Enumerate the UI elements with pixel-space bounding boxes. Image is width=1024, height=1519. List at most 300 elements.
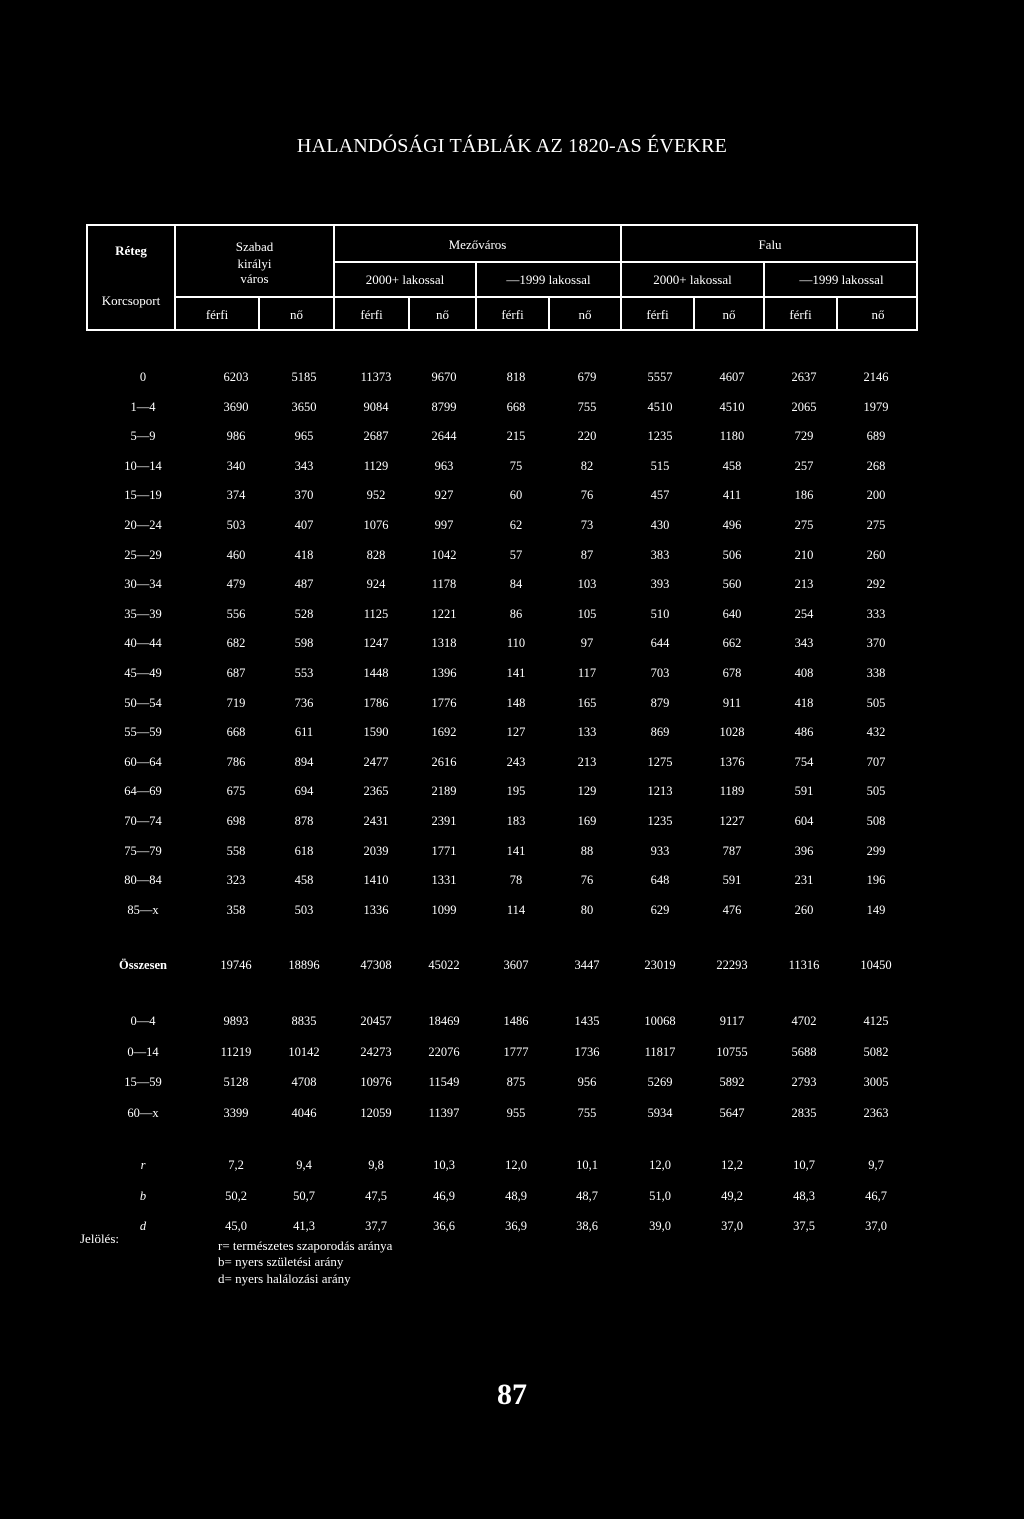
table-cell: 149 (866, 902, 886, 917)
table-row (0, 1158, 1024, 1178)
table-cell: 4510 (719, 399, 745, 414)
table-cell: 1435 (574, 1014, 600, 1028)
table-cell: 48,7 (576, 1188, 598, 1203)
table-cell: 343 (294, 458, 314, 473)
table-cell: 8835 (291, 1014, 317, 1028)
table-cell: 87 (580, 547, 594, 562)
table-cell: 755 (577, 1105, 597, 1120)
table-cell: 9,8 (368, 1158, 384, 1172)
table-cell: 1178 (431, 577, 457, 592)
table-cell: 2477 (363, 754, 389, 769)
table-cell: 76 (580, 873, 594, 888)
page-number: 87 (497, 1378, 527, 1411)
table-cell: 46,9 (433, 1188, 455, 1203)
table-cell: 1235 (647, 429, 673, 444)
table-cell: 5269 (647, 1075, 673, 1089)
table-cell: 105 (577, 606, 597, 621)
table-cell: 875 (506, 1075, 526, 1089)
table-cell: 5557 (647, 370, 673, 384)
table-cell: 1275 (647, 754, 673, 769)
table-cell: 11219 (220, 1044, 252, 1059)
table-cell: 396 (794, 843, 814, 858)
table-row (0, 1189, 1024, 1209)
table-cell: 668 (506, 399, 526, 414)
row-label: 64—69 (124, 784, 162, 799)
table-cell: 117 (577, 666, 597, 680)
table-cell: 952 (366, 488, 386, 503)
header-sex-1: férfi (205, 307, 229, 322)
table-cell: 10,3 (433, 1158, 455, 1172)
table-cell: 73 (580, 518, 594, 532)
table-cell: 1771 (431, 843, 457, 858)
table-cell: 4510 (647, 399, 673, 414)
table-cell: 6203 (223, 370, 249, 384)
header-sex-9: férfi (789, 307, 812, 322)
table-cell: 103 (577, 577, 597, 592)
table-cell: 11316 (788, 958, 820, 972)
table-cell: 231 (794, 873, 814, 888)
table-cell: 45,0 (225, 1219, 247, 1233)
table-cell: 9,4 (296, 1158, 312, 1172)
page-title: HALANDÓSÁGI TÁBLÁK AZ 1820-AS ÉVEKRE (296, 135, 728, 157)
table-row (0, 1014, 1024, 1034)
row-label: 1—4 (130, 399, 156, 414)
table-cell: 2391 (431, 814, 457, 828)
table-cell: 1331 (431, 873, 457, 888)
table-cell: 323 (226, 873, 246, 888)
table-row (0, 459, 1024, 479)
table-cell: 508 (866, 814, 886, 828)
table-row (0, 903, 1024, 923)
table-cell: 9,7 (868, 1158, 884, 1172)
table-cell: 719 (226, 695, 246, 710)
table-cell: 1099 (431, 902, 457, 917)
table-cell: 169 (577, 814, 597, 828)
table-cell: 1777 (503, 1044, 529, 1059)
table-cell: 260 (794, 902, 814, 917)
row-label: 45—49 (124, 666, 162, 680)
table-cell: 591 (794, 784, 814, 799)
table-cell: 4046 (291, 1105, 317, 1120)
table-cell: 12,0 (505, 1158, 527, 1172)
table-cell: 997 (434, 518, 454, 532)
table-cell: 528 (294, 606, 314, 621)
table-cell: 503 (226, 518, 246, 532)
table-cell: 127 (506, 725, 526, 740)
table-cell: 47308 (360, 958, 392, 972)
row-label: 5—9 (130, 429, 156, 444)
table-cell: 591 (722, 873, 742, 888)
table-cell: 7,2 (228, 1158, 244, 1172)
table-cell: 48,9 (505, 1188, 527, 1203)
table-cell: 430 (650, 518, 670, 532)
table-cell: 268 (866, 458, 886, 473)
row-label: 30—34 (124, 577, 162, 592)
table-cell: 1227 (719, 814, 745, 828)
table-cell: 8799 (431, 399, 457, 414)
table-cell: 510 (650, 606, 670, 621)
table-cell: 432 (866, 725, 886, 740)
table-cell: 503 (294, 902, 314, 917)
table-cell: 45022 (428, 958, 460, 972)
table-cell: 560 (722, 577, 742, 592)
table-cell: 76 (580, 488, 594, 503)
table-cell: 358 (226, 902, 246, 917)
table-cell: 479 (226, 577, 246, 592)
header-sex-4: nő (436, 307, 449, 322)
table-cell: 965 (294, 429, 314, 444)
table-cell: 487 (294, 577, 314, 592)
table-cell: 12059 (360, 1105, 392, 1120)
table-cell: 1042 (431, 547, 457, 562)
table-cell: 675 (226, 784, 246, 799)
header-group-2: —1999 lakossal (506, 272, 591, 287)
table-row (0, 958, 1024, 978)
table-cell: 10142 (288, 1044, 320, 1059)
table-cell: 210 (794, 547, 814, 562)
table-cell: 703 (650, 666, 670, 680)
table-cell: 50,7 (293, 1188, 315, 1203)
table-row (0, 844, 1024, 864)
legend-b: b= nyers születési arány (218, 1254, 344, 1269)
table-cell: 963 (434, 458, 454, 473)
table-cell: 5688 (791, 1044, 817, 1059)
table-cell: 4708 (291, 1075, 317, 1089)
table-cell: 213 (794, 577, 814, 592)
table-cell: 640 (722, 606, 742, 621)
table-cell: 9670 (431, 370, 457, 384)
table-cell: 3447 (574, 958, 600, 972)
table-cell: 1318 (431, 636, 457, 651)
table-cell: 618 (294, 843, 314, 858)
header-szabad-2: királyi (237, 256, 272, 271)
table-cell: 60 (509, 488, 523, 503)
table-cell: 407 (294, 518, 314, 532)
table-cell: 20457 (360, 1014, 392, 1028)
table-cell: 48,3 (793, 1188, 815, 1203)
table-cell: 818 (506, 370, 526, 384)
table-cell: 604 (794, 814, 814, 828)
table-row (0, 400, 1024, 420)
table-cell: 11397 (428, 1105, 460, 1120)
table-cell: 129 (577, 784, 597, 799)
table-cell: 5185 (291, 370, 317, 384)
table-cell: 10450 (860, 958, 892, 972)
table-row (0, 636, 1024, 656)
table-cell: 476 (722, 902, 742, 917)
table-row (0, 518, 1024, 538)
table-cell: 37,0 (721, 1219, 743, 1233)
table-cell: 41,3 (293, 1219, 315, 1233)
header-mezovaros: Mezőváros (448, 237, 507, 252)
table-cell: 1076 (363, 518, 389, 532)
table-cell: 2189 (431, 784, 457, 799)
row-label: 10—14 (124, 458, 162, 473)
table-cell: 1180 (719, 429, 745, 444)
table-cell: 496 (722, 518, 742, 532)
header-reteg: Réteg (115, 243, 147, 258)
table-cell: 1396 (431, 666, 457, 680)
table-cell: 5647 (719, 1105, 745, 1120)
table-cell: 1221 (431, 606, 457, 621)
table-cell: 955 (506, 1105, 526, 1120)
table-cell: 2065 (791, 399, 817, 414)
table-cell: 648 (650, 873, 670, 888)
row-label: 75—79 (124, 843, 162, 858)
row-label: 0—4 (130, 1014, 156, 1028)
table-cell: 879 (650, 695, 670, 710)
table-cell: 2365 (363, 784, 389, 799)
table-cell: 18469 (428, 1014, 460, 1028)
table-cell: 9084 (363, 399, 389, 414)
table-cell: 1776 (431, 695, 457, 710)
table-cell: 2637 (791, 370, 817, 384)
table-cell: 682 (226, 636, 246, 651)
table-cell: 787 (722, 843, 742, 858)
table-cell: 4125 (863, 1014, 889, 1028)
table-cell: 662 (722, 636, 742, 651)
table-cell: 754 (794, 754, 814, 769)
table-cell: 165 (577, 695, 597, 710)
table-cell: 22076 (428, 1044, 460, 1059)
table-cell: 5082 (863, 1044, 889, 1059)
table-cell: 299 (866, 843, 886, 858)
table-cell: 1736 (574, 1044, 600, 1059)
table-cell: 4702 (791, 1014, 817, 1028)
row-label: 50—54 (124, 695, 162, 710)
table-row (0, 1106, 1024, 1126)
row-label: 80—84 (124, 873, 162, 888)
table-cell: 257 (794, 458, 814, 473)
table-cell: 869 (650, 725, 670, 740)
header-group-3: 2000+ lakossal (653, 272, 732, 287)
table-cell: 114 (506, 902, 526, 917)
table-cell: 12,2 (721, 1158, 743, 1172)
table-cell: 1028 (719, 725, 745, 740)
table-cell: 460 (226, 547, 246, 562)
table-cell: 215 (506, 429, 526, 444)
table-row (0, 1219, 1024, 1239)
table-cell: 200 (866, 488, 886, 503)
table-cell: 1786 (363, 695, 389, 710)
table-cell: 10068 (644, 1014, 676, 1028)
table-cell: 506 (722, 547, 742, 562)
table-cell: 3399 (223, 1105, 249, 1120)
table-cell: 1247 (363, 636, 389, 651)
table-cell: 10755 (716, 1044, 748, 1059)
table-cell: 2644 (431, 429, 457, 444)
row-label: Összesen (119, 958, 167, 972)
header-sex-5: férfi (501, 307, 524, 322)
table-cell: 3005 (863, 1075, 889, 1089)
table-cell: 1213 (647, 784, 673, 799)
table-cell: 1189 (719, 784, 745, 799)
table-cell: 598 (294, 636, 314, 651)
table-cell: 1376 (719, 754, 745, 769)
table-cell: 5128 (223, 1075, 249, 1089)
table-cell: 956 (577, 1075, 597, 1089)
table-cell: 36,6 (433, 1219, 455, 1233)
table-cell: 23019 (644, 958, 676, 972)
table-cell: 418 (794, 695, 814, 710)
table-cell: 933 (650, 843, 670, 858)
table-cell: 383 (650, 547, 670, 562)
table-cell: 141 (506, 843, 526, 858)
table-cell: 2039 (363, 843, 389, 858)
table-cell: 78 (509, 873, 523, 888)
row-label: 70—74 (124, 814, 162, 828)
table-cell: 196 (866, 873, 886, 888)
table-cell: 698 (226, 814, 246, 828)
table-cell: 694 (294, 784, 314, 799)
table-row (0, 370, 1024, 390)
row-label: 20—24 (124, 518, 162, 532)
table-row (0, 548, 1024, 568)
table-cell: 10,1 (576, 1158, 598, 1172)
row-label: 25—29 (124, 547, 162, 562)
table-cell: 84 (509, 577, 523, 592)
table-cell: 689 (866, 429, 886, 444)
table-cell: 1486 (503, 1014, 529, 1028)
table-cell: 2616 (431, 754, 457, 769)
header-sex-6: nő (578, 307, 592, 322)
table-row (0, 696, 1024, 716)
table-cell: 254 (794, 606, 814, 621)
table-cell: 707 (866, 754, 886, 769)
table-cell: 458 (294, 873, 314, 888)
row-label: 0—14 (127, 1044, 159, 1059)
table-cell: 57 (509, 547, 523, 562)
table-cell: 19746 (220, 958, 252, 972)
legend-label: Jelölés: (80, 1231, 119, 1246)
table-cell: 11549 (428, 1075, 460, 1089)
table-cell: 911 (722, 695, 742, 710)
header-sex-7: férfi (646, 307, 669, 322)
header-sex-2: nő (290, 307, 303, 322)
table-cell: 88 (580, 843, 594, 858)
table-cell: 2835 (791, 1105, 817, 1120)
table-cell: 9893 (223, 1014, 249, 1028)
table-cell: 668 (226, 725, 246, 740)
table-cell: 878 (294, 814, 314, 828)
table-cell: 37,7 (365, 1219, 387, 1233)
table-row (0, 607, 1024, 627)
table-cell: 5892 (719, 1075, 745, 1089)
table-cell: 894 (294, 754, 314, 769)
table-row (0, 429, 1024, 449)
table-cell: 22293 (716, 958, 748, 972)
table-cell: 1448 (363, 666, 389, 680)
table-row (0, 873, 1024, 893)
table-cell: 1235 (647, 814, 673, 828)
table-cell: 5934 (647, 1105, 673, 1120)
table-cell: 213 (577, 754, 597, 769)
table-cell: 1336 (363, 902, 389, 917)
row-label: 60—64 (124, 754, 162, 769)
table-cell: 505 (866, 784, 886, 799)
legend-d: d= nyers halálozási arány (218, 1271, 351, 1286)
table-cell: 82 (580, 458, 594, 473)
table-cell: 1129 (363, 458, 389, 473)
table-cell: 418 (294, 547, 314, 562)
table-cell: 183 (506, 814, 526, 828)
table-cell: 51,0 (649, 1188, 671, 1203)
table-cell: 2363 (863, 1105, 889, 1120)
table-cell: 486 (794, 725, 814, 740)
table-cell: 275 (866, 518, 886, 532)
table-cell: 678 (722, 666, 742, 680)
table-cell: 408 (794, 666, 814, 680)
table-cell: 110 (506, 636, 526, 651)
table-cell: 2431 (363, 814, 389, 828)
table-cell: 18896 (288, 958, 320, 972)
table-cell: 1979 (863, 399, 889, 414)
header-szabad-1: Szabad (235, 239, 274, 254)
table-cell: 1590 (363, 725, 389, 740)
table-cell: 50,2 (225, 1188, 247, 1203)
row-label: 15—19 (124, 488, 162, 503)
table-cell: 457 (650, 488, 670, 503)
table-cell: 49,2 (721, 1188, 743, 1203)
table-cell: 37,0 (865, 1219, 887, 1233)
table-cell: 458 (722, 458, 742, 473)
table-row (0, 725, 1024, 745)
table-cell: 644 (650, 636, 670, 651)
table-header (86, 224, 918, 331)
table-cell: 786 (226, 754, 246, 769)
table-cell: 393 (650, 577, 670, 592)
table-cell: 553 (294, 666, 314, 680)
row-label: r (140, 1158, 146, 1172)
table-cell: 141 (506, 666, 526, 680)
table-cell: 2146 (863, 370, 889, 384)
table-cell: 629 (650, 902, 670, 917)
table-cell: 80 (580, 902, 594, 917)
table-cell: 515 (650, 458, 670, 473)
row-label: 55—59 (124, 725, 162, 740)
table-cell: 333 (866, 606, 886, 621)
table-row (0, 488, 1024, 508)
table-cell: 38,6 (576, 1219, 598, 1233)
table-row (0, 577, 1024, 597)
row-label: 35—39 (124, 606, 162, 621)
table-cell: 924 (366, 577, 386, 592)
table-cell: 12,0 (649, 1158, 671, 1172)
row-label: 60—x (127, 1105, 159, 1120)
table-cell: 9117 (719, 1014, 745, 1028)
table-cell: 611 (294, 725, 314, 740)
header-sex-8: nő (722, 307, 736, 322)
table-cell: 11373 (360, 370, 392, 384)
table-cell: 148 (506, 695, 526, 710)
table-cell: 505 (866, 695, 886, 710)
table-cell: 86 (509, 606, 523, 621)
row-label: b (139, 1188, 147, 1203)
header-korcsoport: Korcsoport (101, 293, 161, 308)
table-cell: 2687 (363, 429, 389, 444)
table-cell: 340 (226, 458, 246, 473)
table-cell: 10976 (360, 1075, 392, 1089)
table-row (0, 814, 1024, 834)
table-cell: 36,9 (505, 1219, 527, 1233)
table-cell: 986 (226, 429, 246, 444)
row-label: 15—59 (124, 1075, 162, 1089)
table-row (0, 755, 1024, 775)
table-cell: 3607 (503, 958, 529, 972)
table-cell: 828 (366, 547, 386, 562)
table-cell: 275 (794, 518, 814, 532)
table-cell: 195 (506, 784, 526, 799)
